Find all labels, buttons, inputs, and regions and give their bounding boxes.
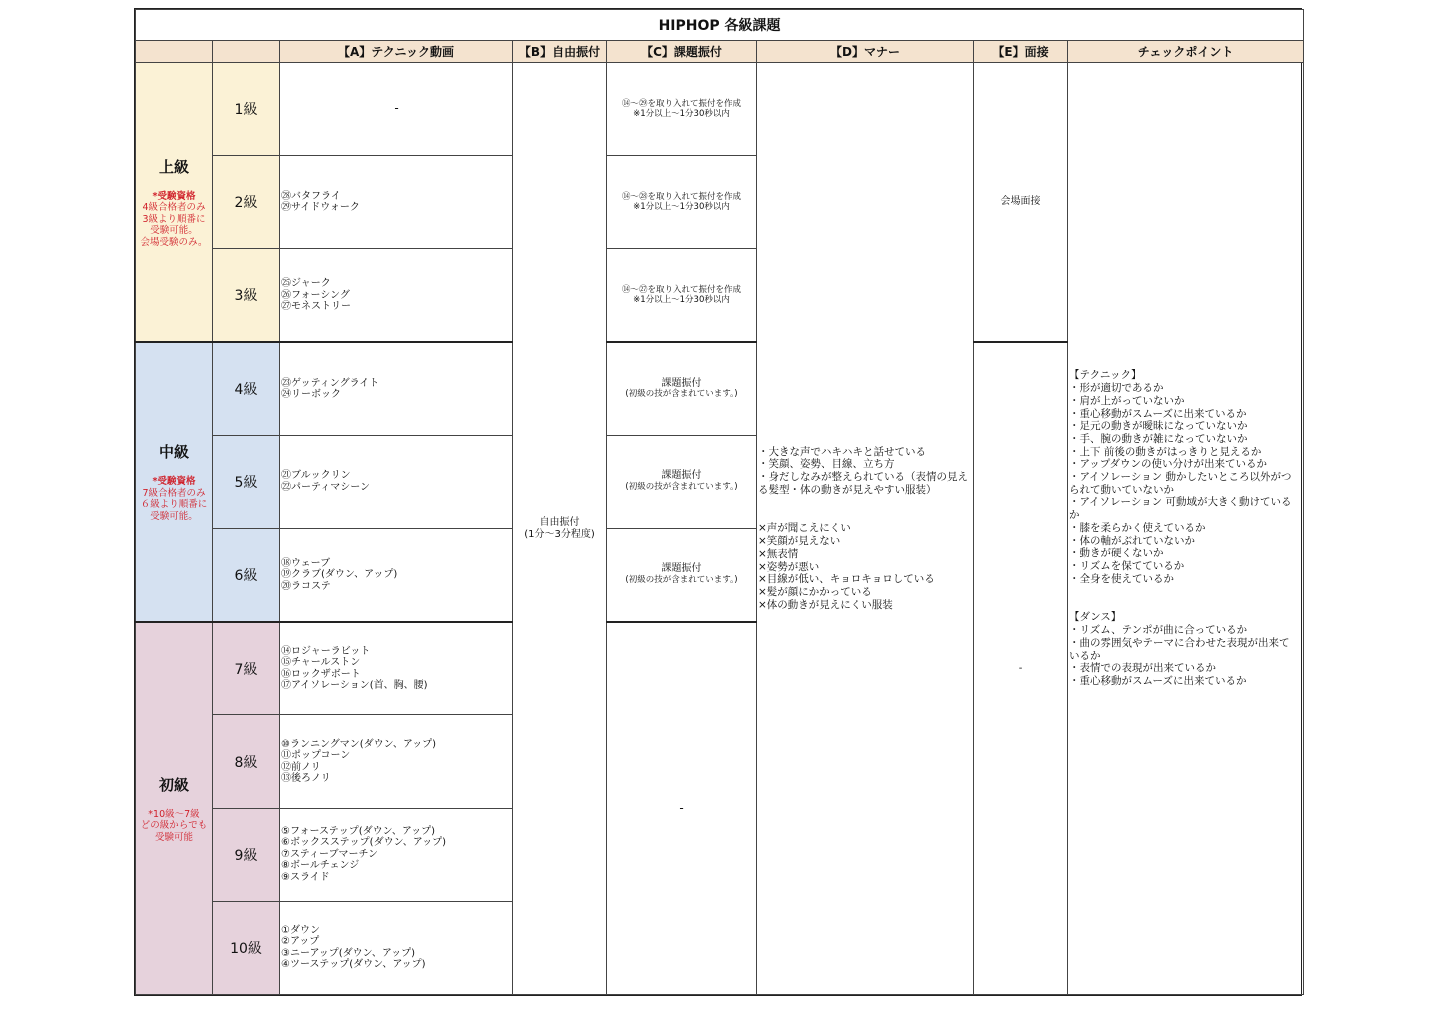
- technique-list: ㉘バタフライ ㉙サイドウォーク: [280, 156, 513, 249]
- header-blank-2: [213, 41, 280, 63]
- technique-list: ㉓ゲッティングライト ㉔リーボック: [280, 342, 513, 435]
- manner-cell: ・大きな声でハキハキと話せている ・笑顔、姿勢、目線、立ち方 ・身だしなみが整えられている（表情の見え る髪型・体の動きが見えやすい服装） ×声が聞こえにくい ×笑顔が見えない ×無表情 ×姿勢が悪い ×目線が低い、キョロキョロしている ×髪が顔にかかっている ×体の動きが見えにくい服装: [757, 63, 974, 995]
- group-note: *受験資格 7級合格者のみ ６級より順番に 受験可能。: [140, 476, 208, 522]
- task-choreo-cell: 課題振付 (初級の技が含まれています。): [607, 529, 757, 622]
- technique-list: ㉕ジャーク ㉖フォーシング ㉗モネストリー: [280, 249, 513, 342]
- level-label: 5級: [213, 435, 280, 528]
- task-choreo-cell: ⑭〜㉙を取り入れて振付を作成 ※1分以上〜1分30秒以内: [607, 63, 757, 156]
- group-upper: [136, 63, 213, 343]
- task-choreo-lower: -: [607, 622, 757, 995]
- level-label: 2級: [213, 156, 280, 249]
- level-label: 10級: [213, 901, 280, 994]
- technique-list: ⑤フォーステップ(ダウン、アップ) ⑥ボックスステップ(ダウン、アップ) ⑦スティーブマーチン ⑧ボールチェンジ ⑨スライド: [280, 808, 513, 901]
- task-choreo-cell: 課題振付 (初級の技が含まれています。): [607, 435, 757, 528]
- level-label: 6級: [213, 529, 280, 622]
- task-choreo-cell: 課題振付 (初級の技が含まれています。): [607, 342, 757, 435]
- level-label: 8級: [213, 715, 280, 808]
- header-manner: 【D】マナー: [757, 41, 974, 63]
- header-free-choreo: 【B】自由振付: [513, 41, 607, 63]
- checkpoint-cell: 【テクニック】 ・形が適切であるか ・肩が上がっていないか ・重心移動がスムーズに出来ているか ・足元の動きが曖昧になっていないか ・手、腕の動きが雑になっていないか ・上下 前後の動きがはっきりと見えるか ・アップダウンの使い分けが出来ているか ・アイソレーション 動かしたいところ以外がつ られて動いていないか ・アイソレーション 可動域が大きく動けている か ・膝を柔らかく使えているか ・体の軸がぶれていないか ・動きが硬くないか ・リズムを保てているか ・全身を使えているか 【ダンス】 ・リズム、テンポが曲に合っているか ・曲の雰囲気やテーマに合わせた表現が出来て いるか ・表情での表現が出来ているか ・重心移動がスムーズに出来ているか: [1068, 63, 1304, 995]
- technique-list: ①ダウン ②アップ ③ニーアップ(ダウン、アップ) ④ツーステップ(ダウン、アップ): [280, 901, 513, 994]
- level-label: 3級: [213, 249, 280, 342]
- group-lower: [136, 622, 213, 995]
- group-note: *10級〜7級 どの級からでも 受験可能: [140, 808, 208, 843]
- group-note: *受験資格 4級合格者のみ 3級より順番に 受験可能。 会場受験のみ。: [140, 190, 208, 248]
- level-label: 4級: [213, 342, 280, 435]
- header-checkpoint: チェックポイント: [1068, 41, 1304, 63]
- task-choreo-cell: ⑭〜㉗を取り入れて振付を作成 ※1分以上〜1分30秒以内: [607, 249, 757, 342]
- grade-sheet: [134, 8, 1302, 996]
- header-task-choreo: 【C】課題振付: [607, 41, 757, 63]
- level-label: 9級: [213, 808, 280, 901]
- technique-list: ㉑ブルックリン ㉒パーティマシーン: [280, 435, 513, 528]
- technique-list: ⑩ランニングマン(ダウン、アップ) ⑪ポップコーン ⑫前ノリ ⑬後ろノリ: [280, 715, 513, 808]
- group-middle: [136, 342, 213, 622]
- grade-table: [135, 9, 1304, 995]
- group-name: 中級: [158, 443, 189, 462]
- technique-list: [280, 63, 513, 156]
- header-blank-1: [136, 41, 213, 63]
- interview-upper: 会場面接: [974, 63, 1068, 343]
- technique-list: ⑭ロジャーラビット ⑮チャールストン ⑯ロックザボート ⑰アイソレーション(首、胸、腰): [280, 622, 513, 715]
- level-label: 1級: [213, 63, 280, 156]
- free-choreo-cell: 自由振付 (1分〜3分程度): [513, 63, 607, 995]
- page-title: HIPHOP 各級課題: [136, 10, 1304, 41]
- header-interview: 【E】面接: [974, 41, 1068, 63]
- group-name: 上級: [158, 157, 189, 176]
- technique-item: -: [394, 101, 399, 116]
- task-choreo-cell: ⑭〜㉘を取り入れて振付を作成 ※1分以上〜1分30秒以内: [607, 156, 757, 249]
- group-name: 初級: [158, 775, 189, 794]
- level-label: 7級: [213, 622, 280, 715]
- interview-rest: -: [974, 342, 1068, 994]
- header-technique: 【A】テクニック動画: [280, 41, 513, 63]
- technique-list: ⑱ウェーブ ⑲クラブ(ダウン、アップ) ⑳ラコステ: [280, 529, 513, 622]
